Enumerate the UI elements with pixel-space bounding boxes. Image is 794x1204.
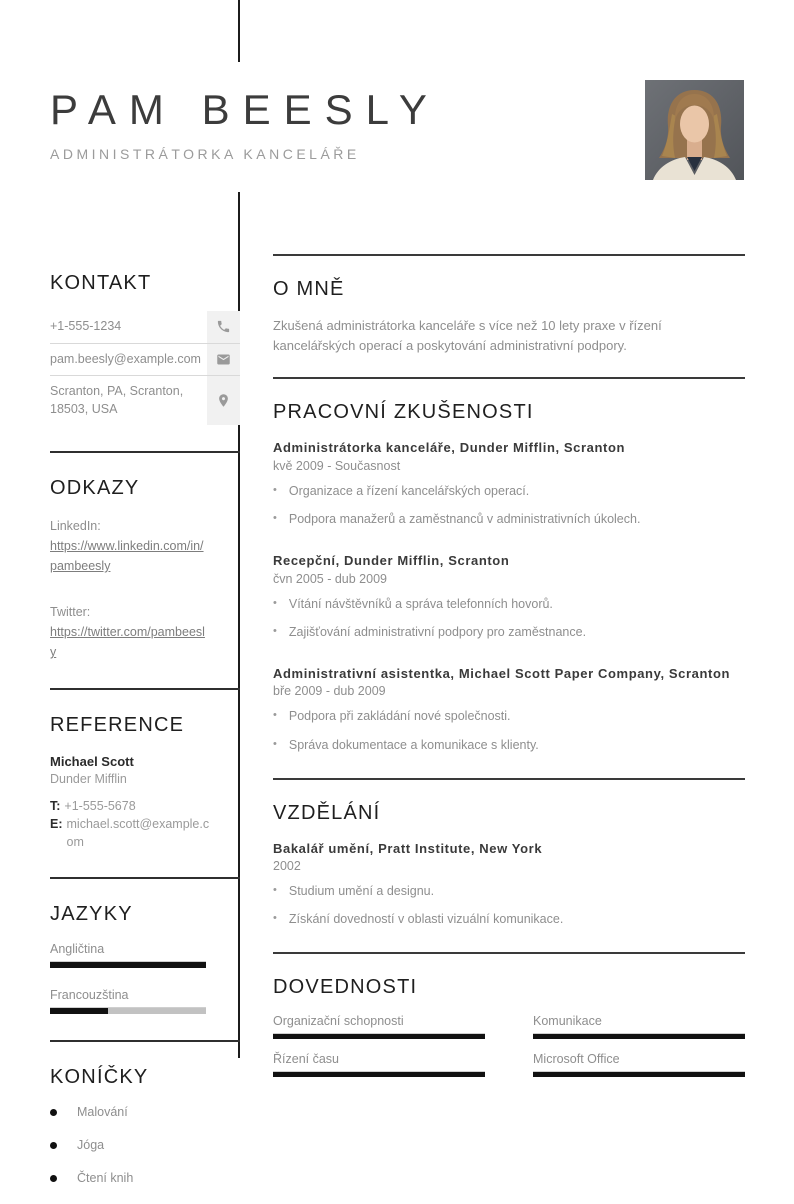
hobbies-section bbox=[50, 1040, 240, 1185]
job-bullets bbox=[273, 482, 745, 528]
skill-level-fill bbox=[273, 1034, 485, 1039]
contact-phone: +1-555-1234 bbox=[50, 319, 122, 333]
bullet-dot-icon bbox=[50, 1142, 57, 1149]
sidebar bbox=[50, 272, 240, 1204]
language-item-english bbox=[50, 942, 206, 968]
bullet-item bbox=[273, 736, 745, 754]
location-pin-icon bbox=[207, 376, 240, 425]
education-entry bbox=[273, 840, 745, 929]
bullet-item bbox=[273, 910, 745, 928]
education-heading: VZDĚLÁNÍ bbox=[273, 801, 381, 824]
language-level-fill bbox=[50, 1008, 108, 1014]
bullet-text: Podpora manažerů a zaměstnanců v administrativních úkolech. bbox=[288, 511, 641, 526]
job-entry bbox=[273, 665, 745, 754]
skill-item bbox=[273, 1052, 485, 1077]
skill-name: Microsoft Office bbox=[533, 1052, 745, 1072]
skill-item bbox=[533, 1052, 745, 1077]
skill-item bbox=[273, 1014, 485, 1039]
bullet-dot-icon: • bbox=[273, 884, 277, 897]
languages-section bbox=[50, 877, 240, 1014]
bullet-item bbox=[273, 623, 745, 641]
skill-level-fill bbox=[533, 1034, 745, 1039]
job-dates: kvě 2009 - Současnost bbox=[273, 458, 401, 473]
bullet-text: Správa dokumentace a komunikace s klienty. bbox=[288, 737, 539, 752]
skill-level-bar bbox=[273, 1034, 485, 1039]
bullet-dot-icon: • bbox=[273, 737, 277, 750]
bullet-dot-icon: • bbox=[273, 912, 277, 925]
skill-level-fill bbox=[273, 1072, 485, 1077]
bullet-dot-icon: • bbox=[273, 596, 277, 609]
reference-company: Dunder Mifflin bbox=[50, 772, 127, 787]
bullet-text: Organizace a řízení kancelářských operací. bbox=[288, 483, 530, 498]
education-title: Bakalář umění, Pratt Institute, New York bbox=[273, 840, 543, 856]
language-name: Angličtina bbox=[50, 942, 206, 962]
skill-level-bar bbox=[533, 1034, 745, 1039]
job-entry bbox=[273, 439, 745, 528]
reference-section bbox=[50, 688, 240, 851]
skill-name: Komunikace bbox=[533, 1014, 745, 1034]
contact-section bbox=[50, 272, 240, 425]
bullet-dot-icon: • bbox=[273, 483, 277, 496]
twitter-link[interactable]: https://twitter.com/pambeesly bbox=[50, 625, 205, 659]
job-dates: čvn 2005 - dub 2009 bbox=[273, 571, 387, 586]
education-bullets bbox=[273, 882, 745, 928]
skill-level-bar bbox=[273, 1072, 485, 1077]
job-title-subtitle: ADMINISTRÁTORKA KANCELÁŘE bbox=[50, 146, 360, 162]
bullet-dot-icon: • bbox=[273, 709, 277, 722]
links-heading: ODKAZY bbox=[50, 477, 140, 499]
bullet-text: Studium umění a designu. bbox=[288, 884, 435, 899]
about-heading: O MNĚ bbox=[273, 278, 345, 300]
contact-email: pam.beesly@example.com bbox=[50, 351, 201, 366]
bullet-text: Získání dovedností v oblasti vizuální komunikace. bbox=[288, 912, 564, 927]
language-level-fill bbox=[50, 962, 206, 968]
languages-heading: JAZYKY bbox=[50, 903, 133, 926]
hobby-label: Jóga bbox=[77, 1138, 105, 1153]
skills-grid bbox=[273, 1014, 745, 1077]
person-name: PAM BEESLY bbox=[50, 86, 440, 133]
bullet-item bbox=[273, 482, 745, 500]
experience-heading: PRACOVNÍ ZKUŠENOSTI bbox=[273, 401, 534, 424]
bullet-item bbox=[273, 595, 745, 613]
hobby-label: Malování bbox=[77, 1105, 128, 1120]
job-dates: bře 2009 - dub 2009 bbox=[273, 684, 386, 699]
skills-section bbox=[273, 952, 745, 1077]
about-text: Zkušená administrátorka kanceláře s více než 10 lety praxe v řízení kancelářských operací a poskytování administrativní podpory. bbox=[273, 318, 662, 354]
language-item-french bbox=[50, 988, 206, 1014]
job-title: Administrátorka kanceláře, Dunder Mifflin, Scranton bbox=[273, 440, 626, 456]
hobbies-heading: KONÍČKY bbox=[50, 1066, 149, 1089]
experience-section bbox=[273, 377, 745, 753]
bullet-text: Vítání návštěvníků a správa telefonních hovorů. bbox=[288, 596, 553, 611]
linkedin-link[interactable]: https://www.linkedin.com/in/pambeesly bbox=[50, 539, 204, 573]
about-section bbox=[273, 254, 745, 356]
link-item-twitter bbox=[50, 602, 240, 662]
education-dates: 2002 bbox=[273, 859, 301, 874]
twitter-label: Twitter: bbox=[50, 605, 91, 619]
hobby-item bbox=[50, 1105, 240, 1119]
profile-photo bbox=[645, 80, 744, 180]
bullet-item bbox=[273, 882, 745, 900]
bullet-dot-icon bbox=[50, 1175, 57, 1182]
contact-email-row bbox=[50, 344, 240, 377]
contact-phone-row bbox=[50, 311, 240, 344]
reference-name: Michael Scott bbox=[50, 754, 134, 769]
header bbox=[50, 86, 610, 162]
contact-address-row bbox=[50, 376, 240, 425]
bullet-dot-icon bbox=[50, 1109, 57, 1116]
job-bullets bbox=[273, 595, 745, 641]
job-bullets bbox=[273, 707, 745, 753]
contact-address: Scranton, PA, Scranton, 18503, USA bbox=[50, 384, 184, 416]
bullet-item bbox=[273, 510, 745, 528]
bullet-dot-icon: • bbox=[273, 624, 277, 637]
envelope-icon bbox=[207, 344, 240, 376]
reference-email-value: michael.scott@example.com bbox=[66, 816, 210, 849]
contact-heading: KONTAKT bbox=[50, 272, 152, 294]
language-name: Francouzština bbox=[50, 988, 206, 1008]
education-section bbox=[273, 778, 745, 929]
portrait-illustration bbox=[645, 80, 744, 180]
contact-rows bbox=[50, 311, 240, 425]
hobby-item bbox=[50, 1171, 240, 1185]
bullet-dot-icon: • bbox=[273, 511, 277, 524]
job-title: Administrativní asistentka, Michael Scott Paper Company, Scranton bbox=[273, 665, 731, 681]
language-level-bar bbox=[50, 1008, 206, 1014]
hobby-item bbox=[50, 1138, 240, 1152]
skills-heading: DOVEDNOSTI bbox=[273, 976, 418, 999]
top-divider-line bbox=[238, 0, 240, 62]
reference-heading: REFERENCE bbox=[50, 714, 185, 736]
skill-name: Řízení času bbox=[273, 1052, 485, 1072]
skill-level-bar bbox=[533, 1072, 745, 1077]
reference-email-label: E: bbox=[50, 816, 63, 831]
reference-email-line bbox=[50, 815, 210, 851]
job-title: Recepční, Dunder Mifflin, Scranton bbox=[273, 553, 510, 569]
link-item-linkedin bbox=[50, 516, 240, 576]
bullet-text: Podpora při zakládání nové společnosti. bbox=[288, 709, 511, 724]
job-entry bbox=[273, 552, 745, 641]
skill-level-fill bbox=[533, 1072, 745, 1077]
hobby-label: Čtení knih bbox=[77, 1171, 134, 1186]
linkedin-label: LinkedIn: bbox=[50, 519, 101, 533]
language-level-bar bbox=[50, 962, 206, 968]
links-section bbox=[50, 451, 240, 662]
skill-item bbox=[533, 1014, 745, 1039]
bullet-item bbox=[273, 707, 745, 725]
reference-phone-label: T: bbox=[50, 798, 61, 813]
phone-icon bbox=[207, 311, 240, 343]
main-column bbox=[273, 254, 745, 1098]
reference-phone-value: +1-555-5678 bbox=[64, 798, 136, 813]
reference-phone-line bbox=[50, 797, 210, 815]
bullet-text: Zajišťování administrativní podpory pro zaměstnance. bbox=[288, 624, 587, 639]
skill-name: Organizační schopnosti bbox=[273, 1014, 485, 1034]
